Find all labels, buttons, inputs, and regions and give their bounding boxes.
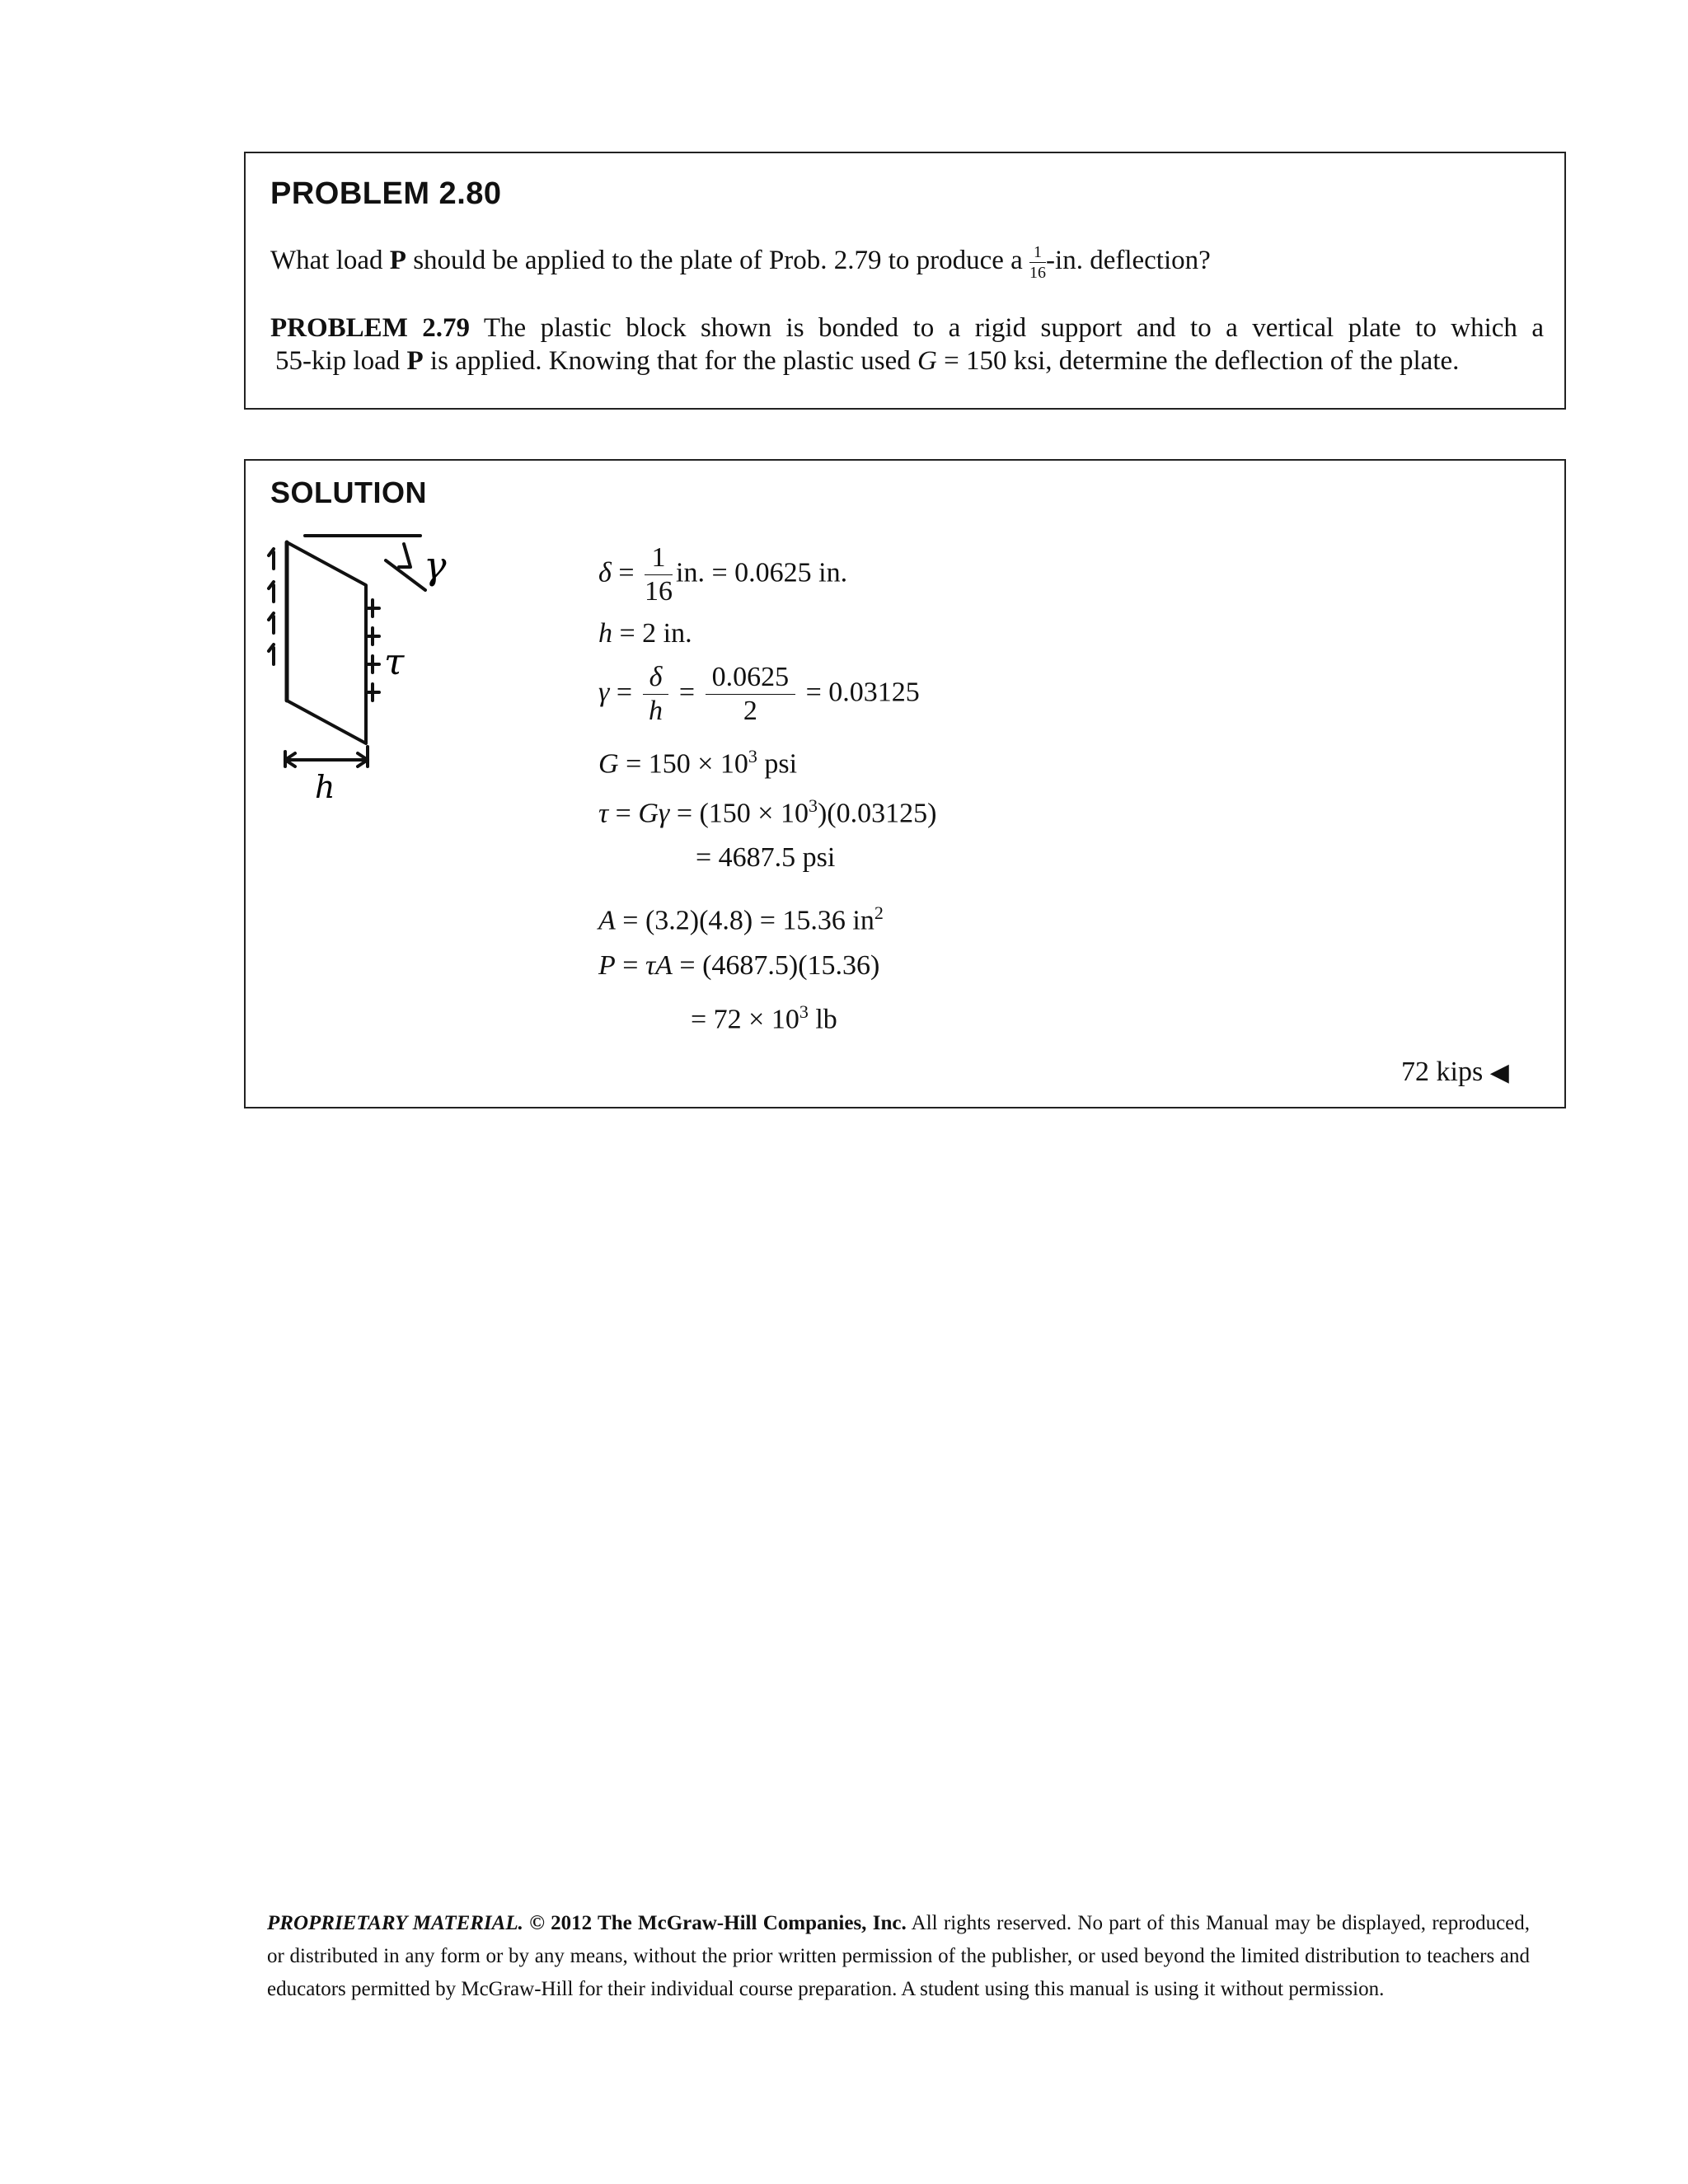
- gamma-fraction-1: [643, 663, 669, 725]
- question-text-1: What load: [270, 246, 390, 276]
- fraction-numerator: 1: [1029, 244, 1046, 263]
- gamma-fraction-2: [706, 663, 796, 725]
- answer-value: 72 kips: [1401, 1057, 1484, 1087]
- sketch-tau-label: τ: [384, 641, 405, 683]
- tau-value-2: )(0.03125): [817, 798, 937, 829]
- sketch-h-label: h: [315, 769, 335, 799]
- equation-A: [598, 902, 884, 936]
- reference-text-2a: 55-kip load: [275, 346, 407, 376]
- fraction-denominator: 16: [1029, 264, 1047, 282]
- P-symbol: P: [598, 950, 616, 981]
- footer-text: All rights reserved. No part of this Manual may be displayed, reproduced, or distributed in any form or by any means, without the prior written permission of the publisher, or used beyond the limited distribution to teachers and educators permitted by McGraw-Hill for their individual course preparation. A student using this manual is using it without permission.: [267, 1912, 1531, 2000]
- solution-heading: SOLUTION: [270, 476, 427, 509]
- A-value: = (3.2)(4.8) = 15.36 in: [615, 905, 874, 936]
- gamma-num2: 0.0625: [706, 663, 796, 695]
- problem-reference-line1: [270, 312, 1544, 344]
- problem-reference-line2: [275, 344, 1459, 377]
- equation-P-result: [691, 1001, 837, 1035]
- equation-h: [598, 618, 692, 649]
- A-exponent: 2: [874, 902, 884, 923]
- plastic-block-sketch: [262, 527, 476, 799]
- equation-tau-result: = 4687.5 psi: [696, 842, 836, 873]
- question-text-2: should be applied to the plate of Prob. 2.79 to produce a: [406, 246, 1030, 276]
- h-symbol: h: [598, 618, 612, 649]
- problem-heading: PROBLEM 2.80: [270, 176, 502, 211]
- equation-G: [598, 746, 797, 780]
- tau-value: = (150 × 10: [669, 798, 809, 829]
- tau-exponent: 3: [808, 795, 818, 816]
- h-value: = 2 in.: [612, 618, 692, 649]
- G-exponent: 3: [748, 746, 757, 766]
- P-value: = (4687.5)(15.36): [672, 950, 880, 981]
- footer-copyright: © 2012 The McGraw-Hill Companies, Inc.: [529, 1912, 907, 1934]
- problem-question: [270, 244, 1211, 281]
- delta-fraction: [645, 544, 673, 606]
- copyright-footer: [267, 1907, 1530, 2006]
- question-text-3: -in. deflection?: [1046, 246, 1211, 276]
- equation-gamma: γ = $\frac{\delta}{h}$ = $\frac{0.0625}{2}$ = 0.03125: [598, 662, 920, 726]
- P-result-unit: lb: [808, 1004, 837, 1035]
- tau-expression: Gγ: [638, 798, 670, 829]
- reference-G-symbol: G: [917, 346, 937, 376]
- reference-text-2c: = 150 ksi, determine the deflection of the plate.: [936, 346, 1460, 376]
- reference-text-2b: is applied. Knowing that for the plastic used: [423, 346, 918, 376]
- problem-box: [244, 152, 1566, 410]
- equation-P: P = τA = (4687.5)(15.36): [598, 950, 880, 981]
- question-load-symbol: P: [389, 246, 406, 276]
- footer-proprietary-label: PROPRIETARY MATERIAL.: [267, 1912, 523, 1934]
- P-result-exponent: 3: [799, 1001, 809, 1022]
- equation-delta: δ = $\frac{1}{16}$ in. = 0.0625 in.: [598, 542, 848, 607]
- delta-num: 1: [645, 544, 673, 575]
- delta-den: 16: [645, 576, 673, 607]
- gamma-den1: h: [649, 696, 663, 726]
- P-expression: τA: [645, 950, 673, 981]
- gamma-symbol: γ: [598, 677, 610, 708]
- delta-symbol: δ: [598, 557, 612, 588]
- G-unit: psi: [757, 748, 798, 780]
- final-answer: [1401, 1057, 1509, 1088]
- reference-label: PROBLEM 2.79: [270, 313, 471, 343]
- equation-tau: $\tau = G\gamma = (150 \times 10^3)(0.03125)$: [598, 795, 937, 829]
- gamma-den2: 2: [743, 696, 757, 726]
- A-symbol: A: [598, 905, 616, 936]
- reference-load-symbol: P: [406, 346, 424, 376]
- sketch-gamma-label: γ: [424, 543, 447, 588]
- delta-value: in. = 0.0625 in.: [676, 557, 848, 588]
- answer-marker-icon: ◀: [1489, 1058, 1509, 1087]
- tau-symbol: τ: [598, 798, 609, 829]
- P-result-value: = 72 × 10: [691, 1004, 799, 1035]
- gamma-num1: δ: [643, 663, 669, 695]
- reference-text-1: The plastic block shown is bonded to a rigid support and to a vertical plate to which a: [483, 313, 1544, 343]
- question-fraction: [1029, 244, 1046, 281]
- G-value: = 150 × 10: [618, 748, 748, 780]
- gamma-value: = 0.03125: [805, 677, 920, 708]
- G-symbol: G: [598, 748, 619, 780]
